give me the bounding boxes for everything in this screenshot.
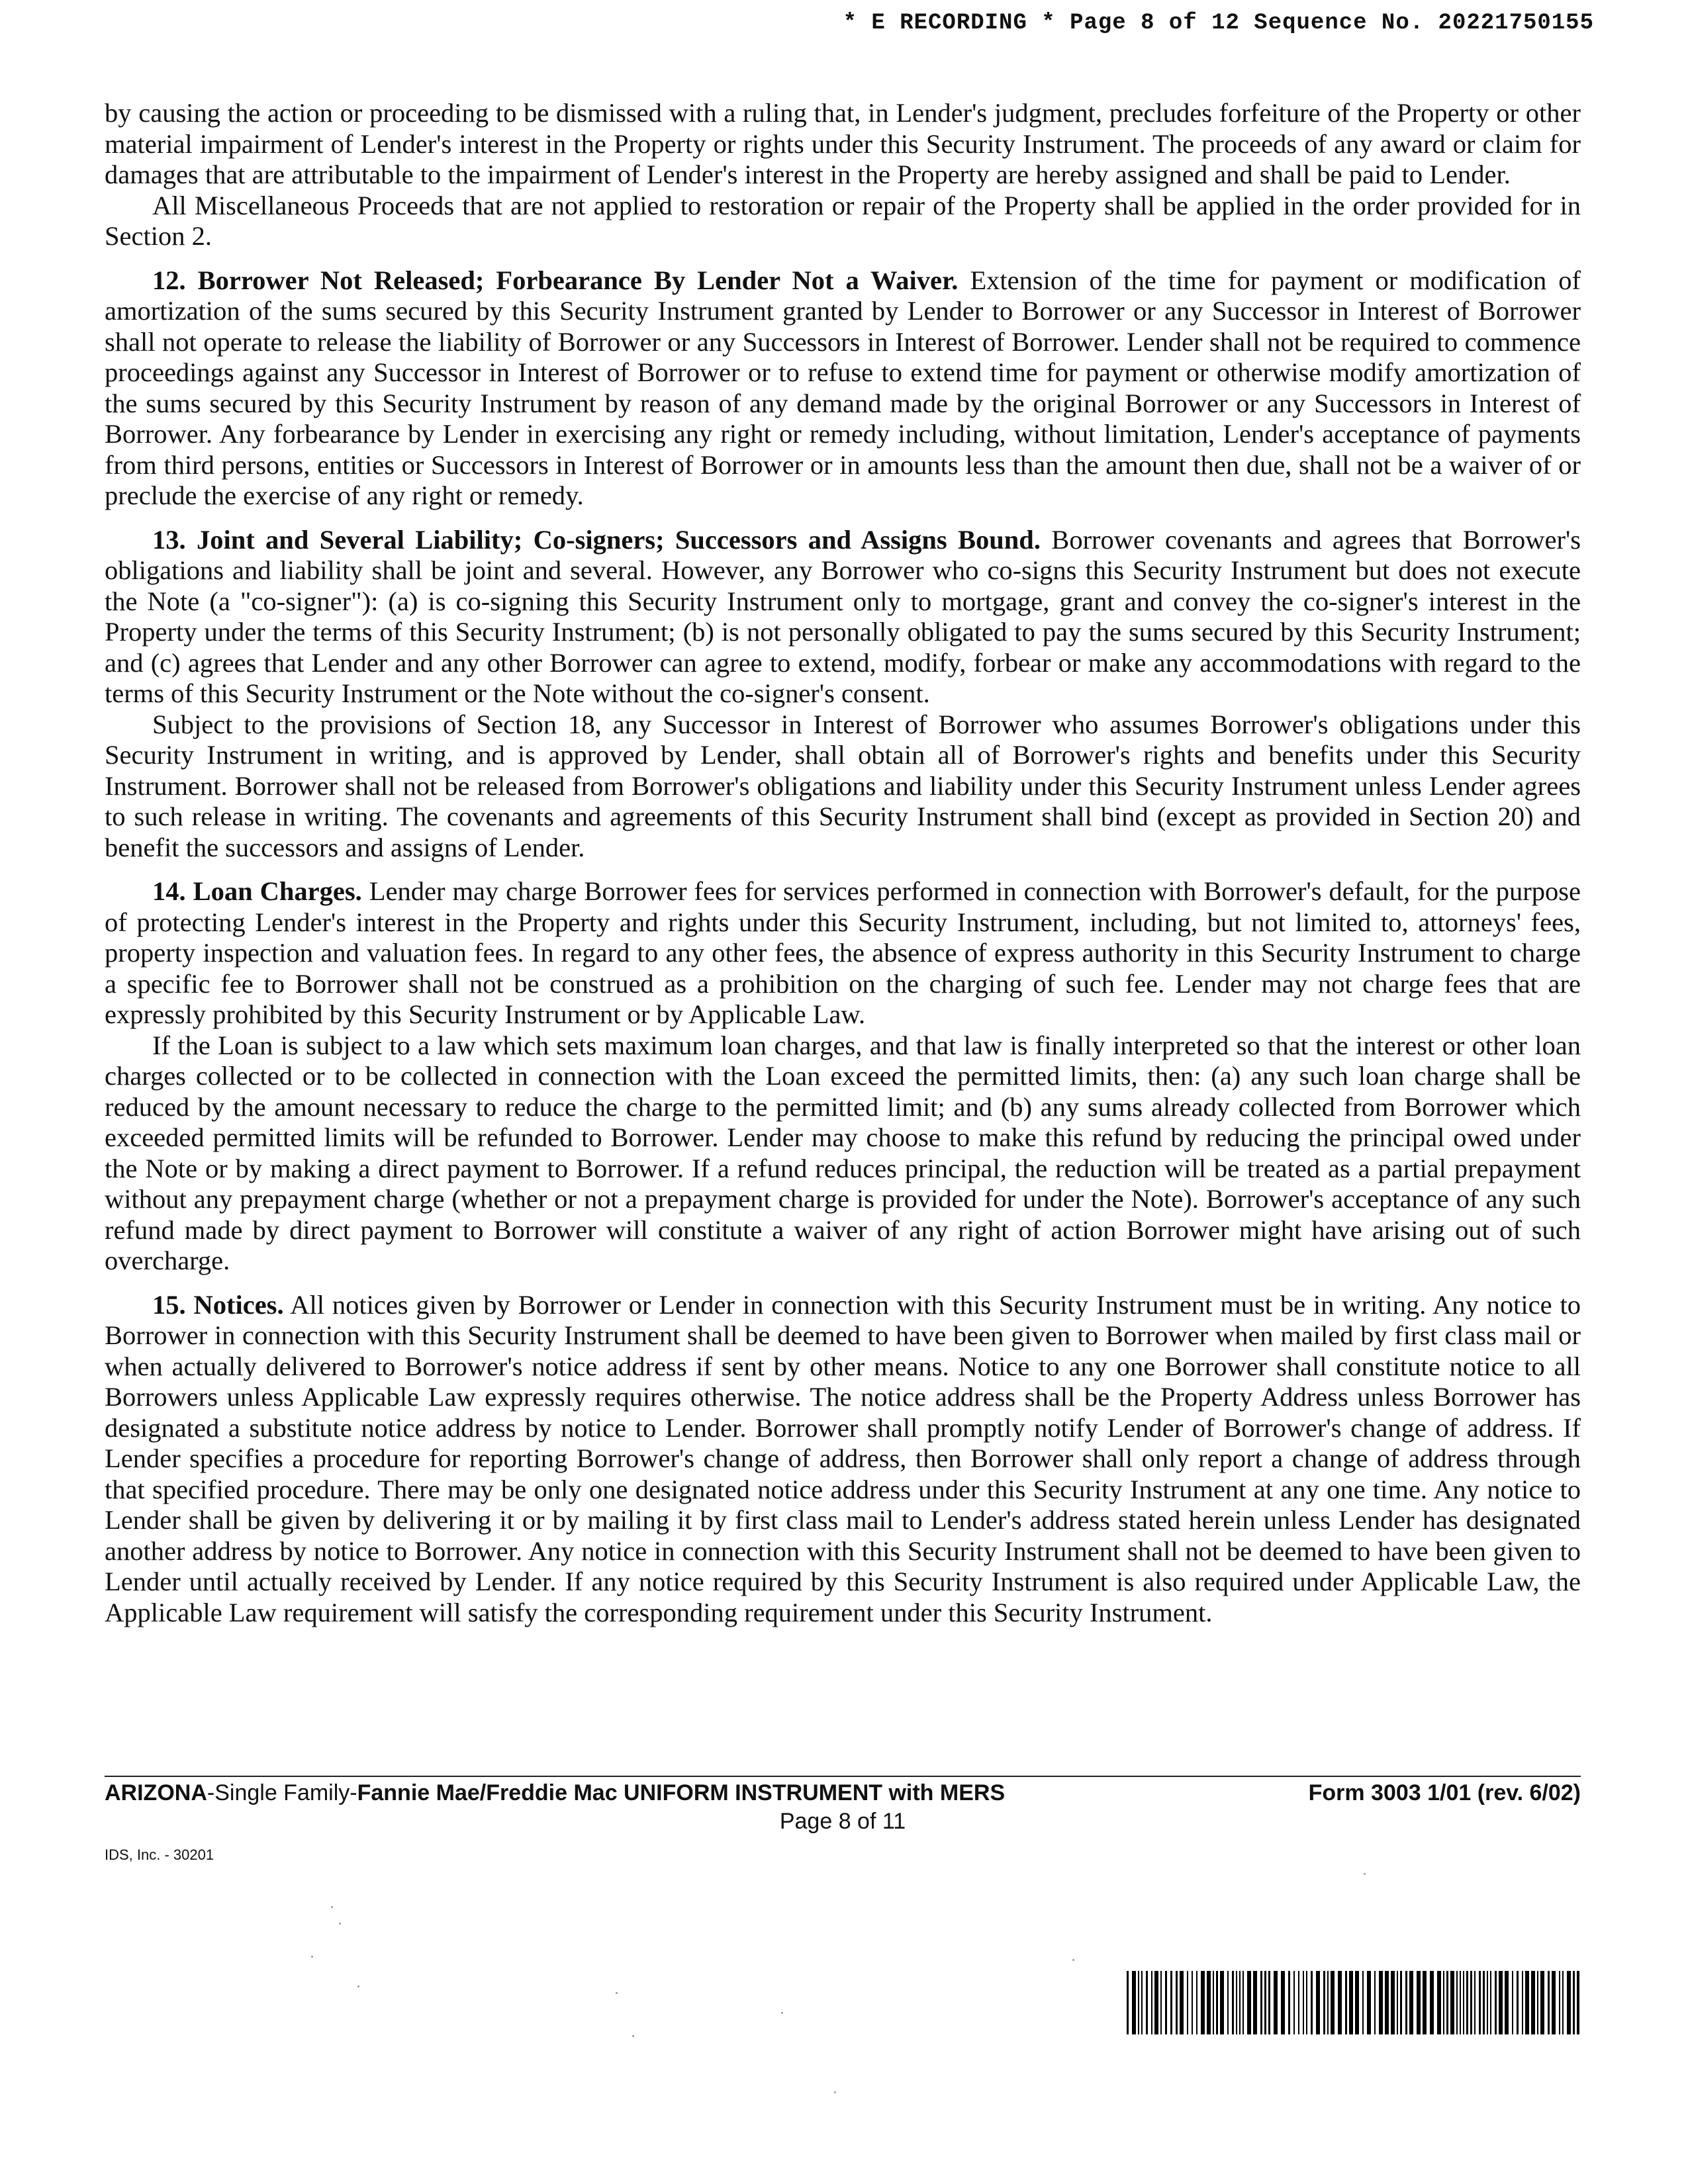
barcode-bar bbox=[1400, 1971, 1402, 2034]
barcode-bar bbox=[1397, 1971, 1398, 2034]
footer-state: ARIZONA bbox=[105, 1780, 207, 1805]
section-13-paragraph-2: Subject to the provisions of Section 18, any Successor in Interest of Borrower who assumes Borrower's obligations under this Security Instrument in writing, and is approved by Lender, shall obtain all of Borrower's rights and benefits under this Security Instrument. Borrower shall not be released from Borrower's obligations and liability under this Security Instrument unless Lender agrees to such release in writing. The covenants and agreements of this Security Instrument shall bind (except as provided in Section 20) and benefit the successors and assigns of Lender. bbox=[105, 709, 1581, 862]
barcode-bar bbox=[1495, 1971, 1497, 2034]
barcode-bar bbox=[1487, 1971, 1488, 2034]
barcode-bar bbox=[1239, 1971, 1241, 2034]
barcode-bar bbox=[1483, 1971, 1485, 2034]
barcode-bar bbox=[1338, 1971, 1342, 2034]
barcode-bar bbox=[1288, 1971, 1290, 2034]
barcode-bar bbox=[1311, 1971, 1313, 2034]
barcode-bar bbox=[1577, 1971, 1579, 2034]
barcode-bar bbox=[1355, 1971, 1359, 2034]
footer-vendor-id: IDS, Inc. - 30201 bbox=[105, 1846, 214, 1863]
barcode-bar bbox=[1316, 1971, 1320, 2034]
barcode-bar bbox=[1430, 1971, 1434, 2034]
barcode-bar bbox=[1146, 1971, 1148, 2034]
barcode-bar bbox=[1274, 1971, 1278, 2034]
barcode-bar bbox=[1170, 1971, 1172, 2034]
barcode-bar bbox=[1525, 1971, 1529, 2034]
barcode-bar bbox=[1331, 1971, 1335, 2034]
footer-page-number: Page 8 of 11 bbox=[779, 1809, 906, 1834]
barcode-bar bbox=[1293, 1971, 1295, 2034]
barcode-bar bbox=[1466, 1971, 1468, 2034]
barcode-bar bbox=[1512, 1971, 1513, 2034]
barcode-bar bbox=[1437, 1971, 1441, 2034]
barcode-bar bbox=[1281, 1971, 1285, 2034]
section-14-title: 14. Loan Charges. bbox=[152, 876, 362, 906]
section-13-text: Borrower covenants and agrees that Borrower's obligations and liability shall be joint and several. However, any Borrower who co-signs this Security Instrument but does not execute the Note (a "co-signer"): (a) is co-signing this Security Instrument only to mortgage, grant and convey the co-signer's interest in the Property under the terms of this Security Instrument; (b) is not personally obligated to pay the sums secured by this Security Instrument; and (c) agrees that Lender and any other Borrower can agree to extend, modify, forbear or make any accommodations with regard to the terms of this Security Instrument or the Note without the co-signer's consent. bbox=[105, 524, 1581, 708]
barcode-bar bbox=[1260, 1971, 1262, 2034]
section-12-text: Extension of the time for payment or modification of amortization of the sums secured by this Security Instrument granted by Lender to Borrower or any Successor in Interest of Borrower shall not operate to release the liability of Borrower or any Successors in Interest of Borrower. Lender shall not be required to commence proceedings against any Successor in Interest of Borrower or to refuse to extend time for payment or otherwise modify amortization of the sums secured by this Security Instrument by reason of any demand made by the original Borrower or any Successors in Interest of Borrower. Any forbearance by Lender in exercising any right or remedy including, without limitation, Lender's acceptance of payments from third persons, entities or Successors in Interest of Borrower or in amounts less than the amount then due, shall not be a waiver of or preclude the exercise of any right or remedy. bbox=[105, 265, 1581, 510]
document-body bbox=[105, 98, 1581, 1628]
barcode-bar bbox=[1423, 1971, 1427, 2034]
barcode-bar bbox=[1474, 1971, 1476, 2034]
section-15-text: All notices given by Borrower or Lender in connection with this Security Instrument must be in writing. Any notice to Borrower in connection with this Security Instrument shall be deemed to have been given to Borrower when mailed by first class mail or when actually delivered to Borrower's notice address if sent by other means. Notice to any one Borrower shall constitute notice to all Borrowers unless Applicable Law expressly requires otherwise. The notice address shall be the Property Address unless Borrower has designated a substitute notice address by notice to Lender. Borrower shall promptly notify Lender of Borrower's change of address. If Lender specifies a procedure for reporting Borrower's change of address, then Borrower shall only report a change of address through that specified procedure. There may be only one designated notice address under this Security Instrument at any one time. Any notice to Lender shall be given by delivering it or by mailing it by first class mail to Lender's address stated herein unless Lender has designated another address by notice to Borrower. Any notice in connection with this Security Instrument shall not be deemed to have been given to Lender until actually received by Lender. If any notice required by this Security Instrument is also required under Applicable Law, the Applicable Law requirement will satisfy the corresponding requirement under this Security Instrument. bbox=[105, 1289, 1581, 1627]
barcode-bar bbox=[1132, 1971, 1136, 2034]
section-15-title: 15. Notices. bbox=[152, 1289, 284, 1320]
footer-form-name: Fannie Mae/Freddie Mac UNIFORM INSTRUMENT with MERS bbox=[357, 1780, 1006, 1805]
recording-header: * E RECORDING * Page 8 of 12 Sequence No. 20221750155 bbox=[843, 11, 1594, 36]
barcode-bar bbox=[1490, 1971, 1491, 2034]
barcode-bar bbox=[1470, 1971, 1472, 2034]
barcode-bar bbox=[1446, 1971, 1448, 2034]
barcode-bar bbox=[1456, 1971, 1458, 2034]
footer-form-title bbox=[105, 1780, 1005, 1806]
barcode-bar bbox=[1374, 1971, 1376, 2034]
barcode-bar bbox=[1232, 1971, 1234, 2034]
barcode bbox=[1125, 1971, 1581, 2034]
barcode-bar bbox=[1405, 1971, 1407, 2034]
barcode-bar bbox=[1548, 1971, 1550, 2034]
barcode-bar bbox=[1385, 1971, 1389, 2034]
barcode-bar bbox=[1165, 1971, 1167, 2034]
barcode-bar bbox=[1176, 1971, 1178, 2034]
paragraph-intro-continuation: by causing the action or proceeding to be dismissed with a ruling that, in Lender's judgment, precludes forfeiture of the Property or other material impairment of Lender's interest in the Property or rights under this Security Instrument. The proceeds of any award or claim for damages that are attributable to the impairment of Lender's interest in the Property are hereby assigned and shall be paid to Lender. bbox=[105, 98, 1581, 189]
barcode-bar bbox=[1216, 1971, 1218, 2034]
barcode-bar bbox=[1213, 1971, 1214, 2034]
barcode-bar bbox=[1220, 1971, 1224, 2034]
barcode-bar bbox=[1127, 1971, 1129, 2034]
barcode-bar bbox=[1517, 1971, 1519, 2034]
barcode-bar bbox=[1537, 1971, 1538, 2034]
barcode-bar bbox=[1552, 1971, 1556, 2034]
footer-family: -Single Family- bbox=[207, 1780, 357, 1805]
paragraph-miscellaneous-proceeds: All Miscellaneous Proceeds that are not applied to restoration or repair of the Property shall be applied in the order provided for in Section 2. bbox=[105, 190, 1581, 251]
barcode-bar bbox=[1573, 1971, 1575, 2034]
barcode-bar bbox=[1367, 1971, 1371, 2034]
section-14 bbox=[105, 876, 1581, 1030]
footer-divider bbox=[105, 1776, 1581, 1777]
barcode-bar bbox=[1247, 1971, 1251, 2034]
section-12-title: 12. Borrower Not Released; Forbearance By Lender Not a Waiver. bbox=[152, 265, 959, 295]
barcode-bar bbox=[1463, 1971, 1464, 2034]
barcode-bar bbox=[1192, 1971, 1193, 2034]
barcode-bar bbox=[1236, 1971, 1237, 2034]
barcode-bar bbox=[1460, 1971, 1461, 2034]
barcode-bar bbox=[1567, 1971, 1571, 2034]
barcode-bar bbox=[1138, 1971, 1139, 2034]
barcode-bar bbox=[1522, 1971, 1523, 2034]
footer-form-line bbox=[105, 1780, 1581, 1809]
barcode-bar bbox=[1505, 1971, 1509, 2034]
barcode-bar bbox=[1323, 1971, 1325, 2034]
barcode-bar bbox=[1196, 1971, 1197, 2034]
section-15 bbox=[105, 1290, 1581, 1629]
barcode-bar bbox=[1154, 1971, 1158, 2034]
barcode-bar bbox=[1391, 1971, 1395, 2034]
barcode-bar bbox=[1327, 1971, 1329, 2034]
barcode-bar bbox=[1379, 1971, 1383, 2034]
barcode-bar bbox=[1141, 1971, 1143, 2034]
barcode-bar bbox=[1303, 1971, 1304, 2034]
barcode-bar bbox=[1207, 1971, 1211, 2034]
barcode-bar bbox=[1443, 1971, 1444, 2034]
barcode-bar bbox=[1479, 1971, 1481, 2034]
barcode-bar bbox=[1268, 1971, 1270, 2034]
barcode-bar bbox=[1201, 1971, 1205, 2034]
barcode-bar bbox=[1306, 1971, 1307, 2034]
footer-form-number: Form 3003 1/01 (rev. 6/02) bbox=[1308, 1780, 1581, 1805]
barcode-bar bbox=[1531, 1971, 1535, 2034]
barcode-bar bbox=[1417, 1971, 1421, 2034]
barcode-bar bbox=[1409, 1971, 1413, 2034]
barcode-bar bbox=[1264, 1971, 1266, 2034]
barcode-bar bbox=[1298, 1971, 1299, 2034]
barcode-bar bbox=[1253, 1971, 1257, 2034]
barcode-bar bbox=[1180, 1971, 1184, 2034]
section-14-paragraph-2: If the Loan is subject to a law which sets maximum loan charges, and that law is finally interpreted so that the interest or other loan charges collected or to be collected in connection with the Loan exceed the permitted limits, then: (a) any such loan charge shall be reduced by the amount necessary to reduce the charge to the permitted limit; and (b) any sums already collected from Borrower which exceeded permitted limits will be refunded to Borrower. Lender may choose to make this refund by reducing the principal owed under the Note or by making a direct payment to Borrower. If a refund reduces principal, the reduction will be treated as a partial prepayment without any prepayment charge (whether or not a prepayment charge is provided for under the Note). Borrower's acceptance of any such refund made by direct payment to Borrower will constitute a waiver of any right of action Borrower might have arising out of such overcharge. bbox=[105, 1030, 1581, 1275]
section-12 bbox=[105, 265, 1581, 512]
section-13 bbox=[105, 525, 1581, 709]
barcode-bar bbox=[1345, 1971, 1347, 2034]
barcode-bar bbox=[1227, 1971, 1229, 2034]
barcode-bar bbox=[1160, 1971, 1162, 2034]
barcode-bar bbox=[1499, 1971, 1503, 2034]
barcode-bar bbox=[1540, 1971, 1544, 2034]
barcode-bar bbox=[1362, 1971, 1364, 2034]
barcode-bar bbox=[1187, 1971, 1188, 2034]
barcode-bar bbox=[1243, 1971, 1244, 2034]
barcode-bar bbox=[1349, 1971, 1353, 2034]
barcode-bar bbox=[1450, 1971, 1454, 2034]
barcode-bar bbox=[1562, 1971, 1564, 2034]
barcode-bar bbox=[1151, 1971, 1152, 2034]
barcode-bar bbox=[1559, 1971, 1560, 2034]
section-13-title: 13. Joint and Several Liability; Co-signers; Successors and Assigns Bound. bbox=[152, 524, 1041, 555]
section-14-text: Lender may charge Borrower fees for services performed in connection with Borrower's default, for the purpose of protecting Lender's interest in the Property and rights under this Security Instrument, including, but not limited to, attorneys' fees, property inspection and valuation fees. In regard to any other fees, the absence of express authority in this Security Instrument to charge a specific fee to Borrower shall not be construed as a prohibition on the charging of such fee. Lender may not charge fees that are expressly prohibited by this Security Instrument or by Applicable Law. bbox=[105, 876, 1581, 1029]
